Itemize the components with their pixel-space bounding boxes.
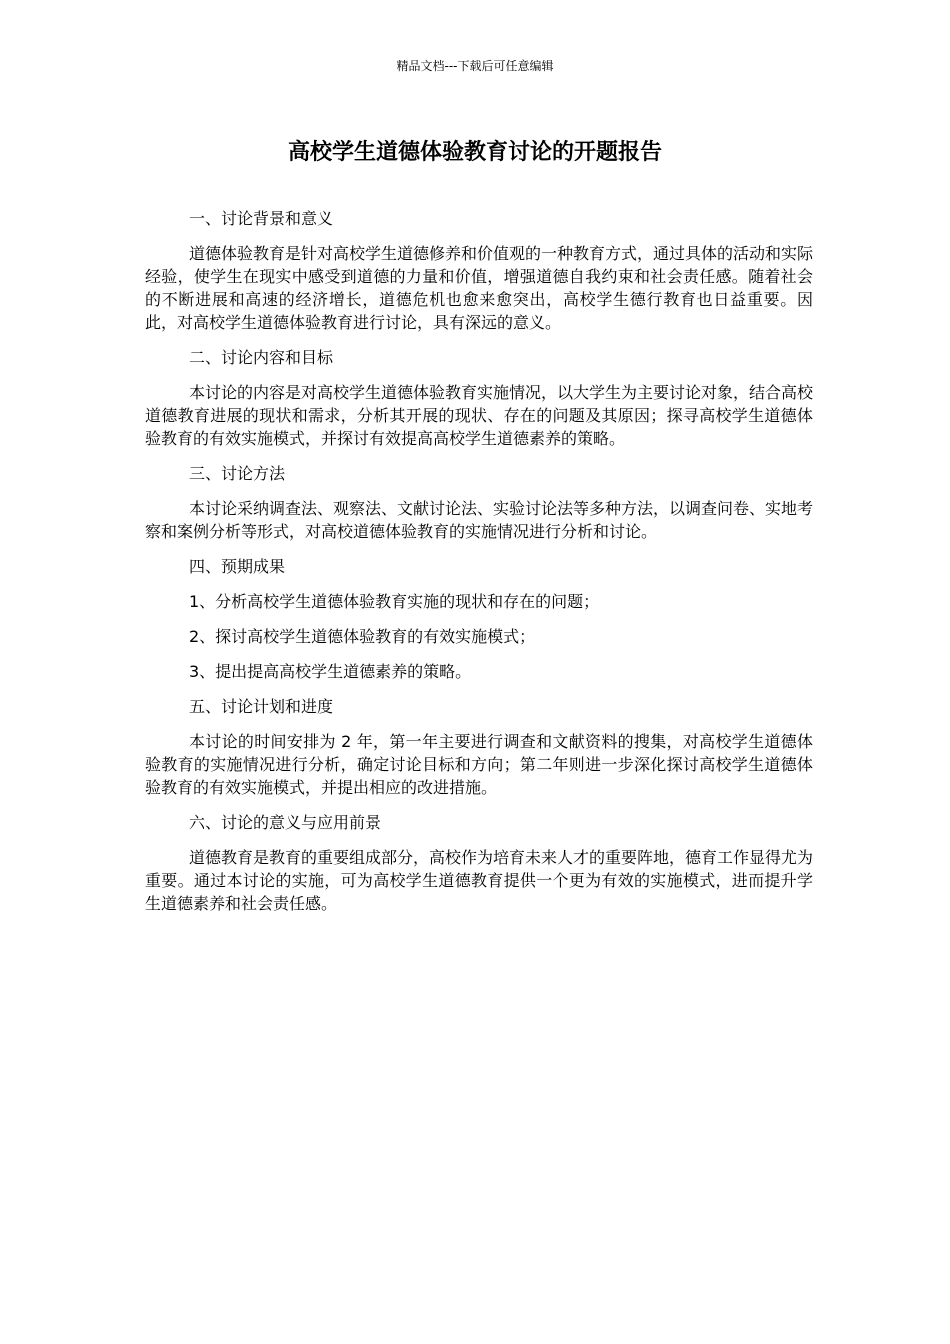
section-heading: 六、讨论的意义与应用前景 <box>189 813 382 832</box>
list-item: 2、探讨高校学生道德体验教育的有效实施模式； <box>189 627 536 646</box>
section-significance-prospects <box>145 811 813 915</box>
page-header: 精品文档---下载后可任意编辑 <box>396 59 554 73</box>
document-title: 高校学生道德体验教育讨论的开题报告 <box>287 140 662 165</box>
section-heading: 二、讨论内容和目标 <box>189 348 334 367</box>
section-paragraph: 本讨论的内容是对高校学生道德体验教育实施情况，以大学生为主要讨论对象，结合高校道德教育进展的现状和需求，分析其开展的现状、存在的问题及其原因；探寻高校学生道德体验教育的有效实施模式，并探讨有效提高高校学生道德素养的策略。 <box>145 383 814 448</box>
list-item: 1、分析高校学生道德体验教育实施的现状和存在的问题； <box>189 592 600 611</box>
section-content-goals <box>145 346 813 450</box>
section-paragraph: 道德教育是教育的重要组成部分，高校作为培育未来人才的重要阵地，德育工作显得尤为重要。通过本讨论的实施，可为高校学生道德教育提供一个更为有效的实施模式，进而提升学生道德素养和社会责任感。 <box>145 848 814 913</box>
section-paragraph: 道德体验教育是针对高校学生道德修养和价值观的一种教育方式，通过具体的活动和实际经验，使学生在现实中感受到道德的力量和价值，增强道德自我约束和社会责任感。随着社会的不断进展和高速的经济增长，道德危机也愈来愈突出，高校学生德行教育也日益重要。因此，对高校学生道德体验教育进行讨论，具有深远的意义。 <box>145 244 814 332</box>
document-body <box>145 207 813 927</box>
section-heading: 三、讨论方法 <box>189 464 286 483</box>
section-paragraph: 本讨论采纳调查法、观察法、文献讨论法、实验讨论法等多种方法，以调查问卷、实地考察和案例分析等形式，对高校道德体验教育的实施情况进行分析和讨论。 <box>145 499 814 541</box>
section-expected-results <box>145 555 813 683</box>
section-heading: 一、讨论背景和意义 <box>189 209 334 228</box>
section-heading: 四、预期成果 <box>189 557 286 576</box>
section-heading: 五、讨论计划和进度 <box>189 697 334 716</box>
section-background <box>145 207 813 334</box>
section-methods <box>145 462 813 543</box>
section-paragraph: 本讨论的时间安排为 2 年，第一年主要进行调查和文献资料的搜集，对高校学生道德体验教育的实施情况进行分析，确定讨论目标和方向；第二年则进一步深化探讨高校学生道德体验教育的有效实施模式，并提出相应的改进措施。 <box>145 732 813 797</box>
section-plan-schedule <box>145 695 813 799</box>
list-item: 3、提出提高高校学生道德素养的策略。 <box>189 662 472 681</box>
